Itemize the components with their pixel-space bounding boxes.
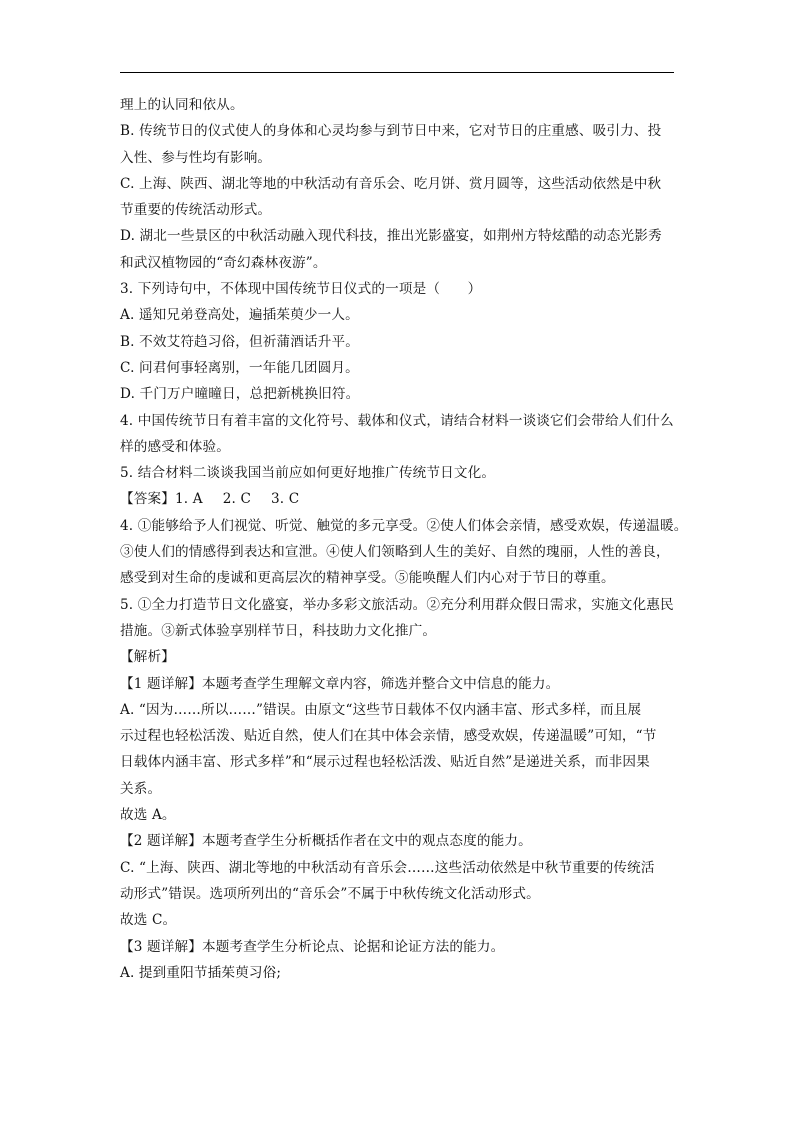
answer-line — [120, 486, 676, 512]
text-line: 动形式”错误。选项所列出的“音乐会”不属于中秋传统文化活动形式。 — [120, 885, 540, 902]
q3-option-a: A. 遥知兄弟登高处，遍插茱萸少一人。 — [120, 307, 359, 324]
document-body — [120, 92, 688, 986]
q2-detail-heading: 【2 题详解】本题考查学生分析概括作者在文中的观点态度的能力。 — [120, 833, 532, 850]
q1-choice: 故选 A。 — [120, 807, 176, 824]
text-line: 理上的认同和依从。 — [120, 97, 244, 113]
text-line: 关系。 — [120, 780, 162, 797]
text-line: 节重要的传统活动形式。 — [120, 202, 272, 219]
text-line: ③使人们的情感得到表达和宣泄。④使人们领略到人生的美好、自然的瑰丽，人性的善良， — [120, 544, 670, 561]
text-line: 入性、参与性均有影响。 — [120, 149, 272, 166]
answer-1: 1. A — [174, 491, 203, 508]
option-d-line: D. 湖北一些景区的中秋活动融入现代科技，推出光影盛宴，如荆州方特炫酷的动态光影秀 — [120, 228, 662, 245]
text-line: A. “因为……所以……”错误。由原文“这些节日载体不仅内涵丰富、形式多样，而且展 — [120, 701, 642, 718]
question-5: 5. 结合材料二谈谈我国当前应如何更好地推广传统节日文化。 — [120, 465, 496, 482]
answer-3: 3. C — [271, 491, 300, 508]
question-4: 4. 中国传统节日有着丰富的文化符号、载体和仪式，请结合材料一谈谈它们会带给人们什么 — [120, 412, 674, 429]
q3-detail-heading: 【3 题详解】本题考查学生分析论点、论据和论证方法的能力。 — [120, 938, 505, 955]
text-line: 措施。③新式体验享别样节日，科技助力文化推广。 — [120, 622, 437, 639]
answer-5-line: 5. ①全力打造节日文化盛宴，举办多彩文旅活动。②充分利用群众假日需求，实施文化惠民 — [120, 596, 674, 613]
answer-2: 2. C — [222, 491, 251, 508]
text-line: 日载体内涵丰富、形式多样”和“展示过程也轻松活泼、贴近自然”是递进关系，而非因果 — [120, 754, 650, 771]
q3-option-d: D. 千门万户曈曈日，总把新桃换旧符。 — [120, 386, 360, 403]
text-line: A. 提到重阳节插茱萸习俗; — [120, 964, 282, 981]
q2-choice: 故选 C。 — [120, 912, 177, 929]
answer-4-line: 4. ①能够给予人们视觉、听觉、触觉的多元享受。②使人们体会亲情，感受欢娱，传递温暖。 — [120, 517, 688, 534]
text-line: 感受到对生命的虔诚和更高层次的精神享受。⑤能唤醒人们内心对于节日的尊重。 — [120, 570, 615, 587]
question-3: 3. 下列诗句中，不体现中国传统节日仪式的一项是（ ） — [120, 281, 482, 298]
text-line: 样的感受和体验。 — [120, 438, 230, 455]
text-line: 示过程也轻松活泼、贴近自然，使人们在其中体会亲情，感受欢娱，传递温暖”可知，“节 — [120, 728, 657, 745]
q3-option-c: C. 问君何事轻离别，一年能几团圆月。 — [120, 359, 359, 376]
q1-detail-heading: 【1 题详解】本题考查学生理解文章内容，筛选并整合文中信息的能力。 — [120, 675, 560, 692]
option-c-line: C. 上海、陕西、湖北等地的中秋活动有音乐会、吃月饼、赏月圆等，这些活动依然是中秋 — [120, 175, 662, 192]
analysis-heading: 【解析】 — [120, 649, 175, 666]
header-rule — [120, 72, 674, 73]
text-line: C. “上海、陕西、湖北等地的中秋活动有音乐会……这些活动依然是中秋节重要的传统活 — [120, 859, 655, 876]
option-b-line: B. 传统节日的仪式使人的身体和心灵均参与到节日中来，它对节日的庄重感、吸引力、投 — [120, 123, 662, 140]
q3-option-b: B. 不效艾符趋习俗，但祈蒲酒话升平。 — [120, 333, 359, 350]
answer-label: 【答案】 — [120, 491, 175, 508]
text-line: 和武汉植物园的“奇幻森林夜游”。 — [120, 254, 327, 271]
